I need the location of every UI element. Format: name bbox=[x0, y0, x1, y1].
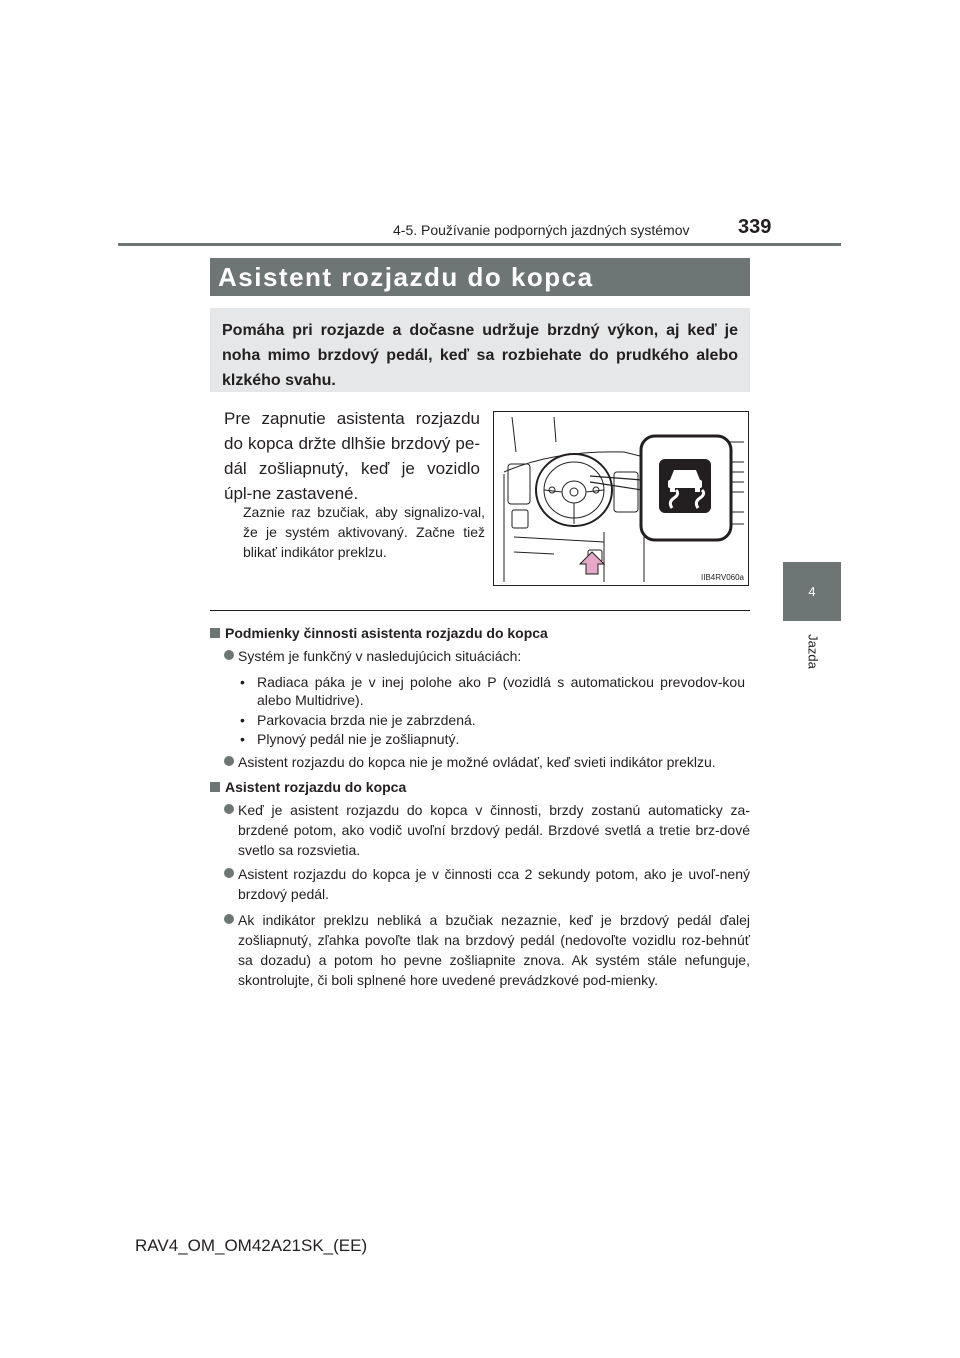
section-divider bbox=[210, 610, 750, 611]
sub-list-item: • Parkovacia brzda nie je zabrzdená. bbox=[240, 712, 476, 728]
footer-code: RAV4_OM_OM42A21SK_(EE) bbox=[135, 1236, 368, 1255]
square-bullet-icon bbox=[210, 628, 220, 638]
bullet-icon bbox=[224, 868, 234, 878]
sub-list-item: • Radiaca páka je v inej polohe ako P (vozidlá s automatickou prevodov-kou alebo Multidrive). bbox=[240, 674, 745, 708]
instruction-note: Zaznie raz bzučiak, aby signalizo-val, že je systém aktivovaný. Začne tiež blikať indikátor preklzu. bbox=[243, 504, 485, 560]
running-header: 4-5. Používanie podporných jazdných systémov bbox=[393, 222, 690, 238]
list-item: Keď je asistent rozjazdu do kopca v činnosti, brzdy zostanú automaticky za-brzdené potom, ako vodič uvoľní brzdový pedál. Brzdové svetlá a tretie brz-dové svetlo sa rozsvietia. bbox=[224, 800, 750, 860]
bullet-icon bbox=[224, 804, 234, 814]
list-item: Asistent rozjazdu do kopca nie je možné ovládať, keď svieti indikátor preklzu. bbox=[224, 752, 750, 772]
list-item: Systém je funkčný v nasledujúcich situáciách: bbox=[224, 646, 750, 666]
list-item: Ak indikátor preklzu nebliká a bzučiak nezaznie, keď je brzdový pedál ďalej zošliapnutý, zľahka povoľte tlak na brzdový pedál (nedovoľte vozidlu roz-behnúť sa dozadu) a potom ho pevne zošliapnite znova. Ak systém stále nefunguje, skontrolujte, či boli splnené hore uvedené prevádzkové pod-mienky. bbox=[224, 910, 750, 990]
main-instruction: Pre zapnutie asistenta rozjazdu do kopca držte dlhšie brzdový pe-dál zošliapnutý, keď je vozidlo úpl-ne zastavené. bbox=[224, 409, 480, 503]
header-rule bbox=[118, 243, 841, 246]
dashboard-illustration bbox=[494, 412, 748, 585]
intro-box: Pomáha pri rozjazde a dočasne udržuje brzdný výkon, aj keď je noha mimo brzdový pedál, keď sa rozbiehate do prudkého alebo klzkého svahu. bbox=[210, 308, 750, 392]
bullet-icon bbox=[224, 914, 234, 924]
figure-code: IIB4RV060a bbox=[701, 573, 744, 582]
section-title: Asistent rozjazdu do kopca bbox=[210, 258, 750, 296]
page-number: 339 bbox=[738, 216, 772, 238]
bullet-icon bbox=[224, 650, 234, 660]
chapter-label: Jazda bbox=[805, 634, 821, 669]
section-heading-conditions: Podmienky činnosti asistenta rozjazdu do kopca bbox=[210, 625, 548, 641]
chapter-label-box bbox=[793, 630, 833, 678]
chapter-number: 4 bbox=[808, 584, 816, 599]
chapter-tab bbox=[783, 562, 841, 621]
bullet-icon bbox=[224, 756, 234, 766]
dashboard-figure bbox=[493, 411, 749, 586]
section-heading-hill-start: Asistent rozjazdu do kopca bbox=[210, 779, 406, 795]
slip-indicator-icon bbox=[659, 459, 711, 513]
sub-list-item: • Plynový pedál nie je zošliapnutý. bbox=[240, 731, 460, 747]
square-bullet-icon bbox=[210, 782, 220, 792]
list-item: Asistent rozjazdu do kopca je v činnosti cca 2 sekundy potom, ako je uvoľ-nený brzdový pedál. bbox=[224, 864, 750, 904]
